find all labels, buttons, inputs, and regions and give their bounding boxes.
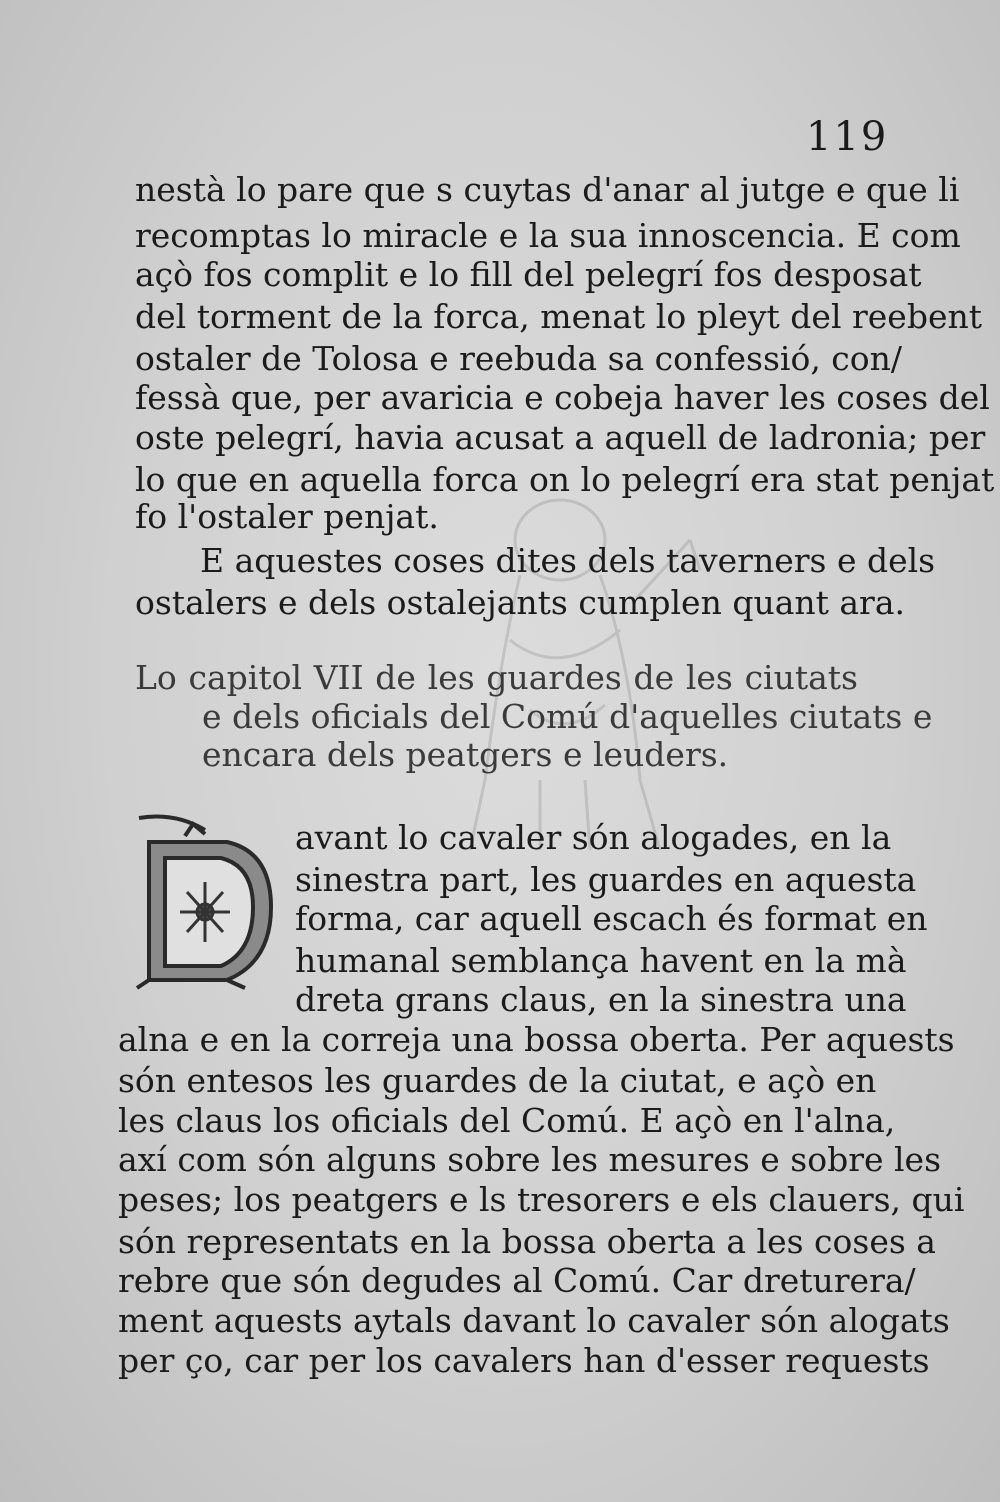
text-line: alna e en la correja una bossa oberta. Per aquests [118, 1020, 955, 1059]
text-line: açò fos complit e lo fill del pelegrí fos desposat [135, 255, 922, 294]
heading-line: Lo capitol VII de les guardes de les ciutats [135, 658, 858, 697]
text-line: del torment de la forca, menat lo pleyt del reebent [135, 297, 982, 336]
text-line: avant lo cavaler són alogades, en la [295, 818, 892, 857]
text-line: humanal semblança havent en la mà [295, 941, 907, 980]
text-line: E aquestes coses dites dels taverners e dels [200, 541, 936, 580]
text-line: fo l'ostaler penjat. [135, 497, 439, 536]
page-number: 119 [806, 114, 889, 160]
text-line: lo que en aquella forca on lo pelegrí era stat penjat [135, 460, 995, 499]
text-line: ment aquests aytals davant lo cavaler són alogats [118, 1301, 950, 1340]
text-line: peses; los peatgers e ls tresorers e els clauers, qui [118, 1180, 965, 1219]
text-line: ostalers e dels ostalejants cumplen quant ara. [135, 583, 905, 622]
text-line: dreta grans claus, en la sinestra una [295, 980, 907, 1019]
text-line: rebre que són degudes al Comú. Car dreturera/ [118, 1261, 916, 1300]
initial-letter-text: D [205, 989, 207, 991]
text-line: són entesos les guardes de la ciutat, e açò en [118, 1061, 877, 1100]
text-line: forma, car aquell escach és format en [295, 899, 928, 938]
text-line: ostaler de Tolosa e reebuda sa confessió, con/ [135, 339, 903, 378]
heading-line: e dels oficials del Comú d'aquelles ciutats e [202, 697, 933, 736]
text-line: les claus los oficials del Comú. E açò en l'alna, [118, 1101, 896, 1140]
text-line: fessà que, per avaricia e cobeja haver les coses del [135, 378, 990, 417]
heading-line: encara dels peatgers e leuders. [202, 735, 729, 774]
text-line: axí com són alguns sobre les mesures e sobre les [118, 1140, 942, 1179]
text-line: nestà lo pare que s cuytas d'anar al jutge e que li [135, 170, 960, 209]
text-line: sinestra part, les guardes en aquesta [295, 860, 917, 899]
text-line: oste pelegrí, havia acusat a aquell de ladronia; per [135, 418, 986, 457]
text-line: són representats en la bossa oberta a les coses a [118, 1222, 936, 1261]
decorated-initial-d [135, 812, 275, 992]
text-line: per ço, car per los cavalers han d'esser requests [118, 1341, 930, 1380]
text-line: recomptas lo miracle e la sua innoscencia. E com [135, 216, 961, 255]
